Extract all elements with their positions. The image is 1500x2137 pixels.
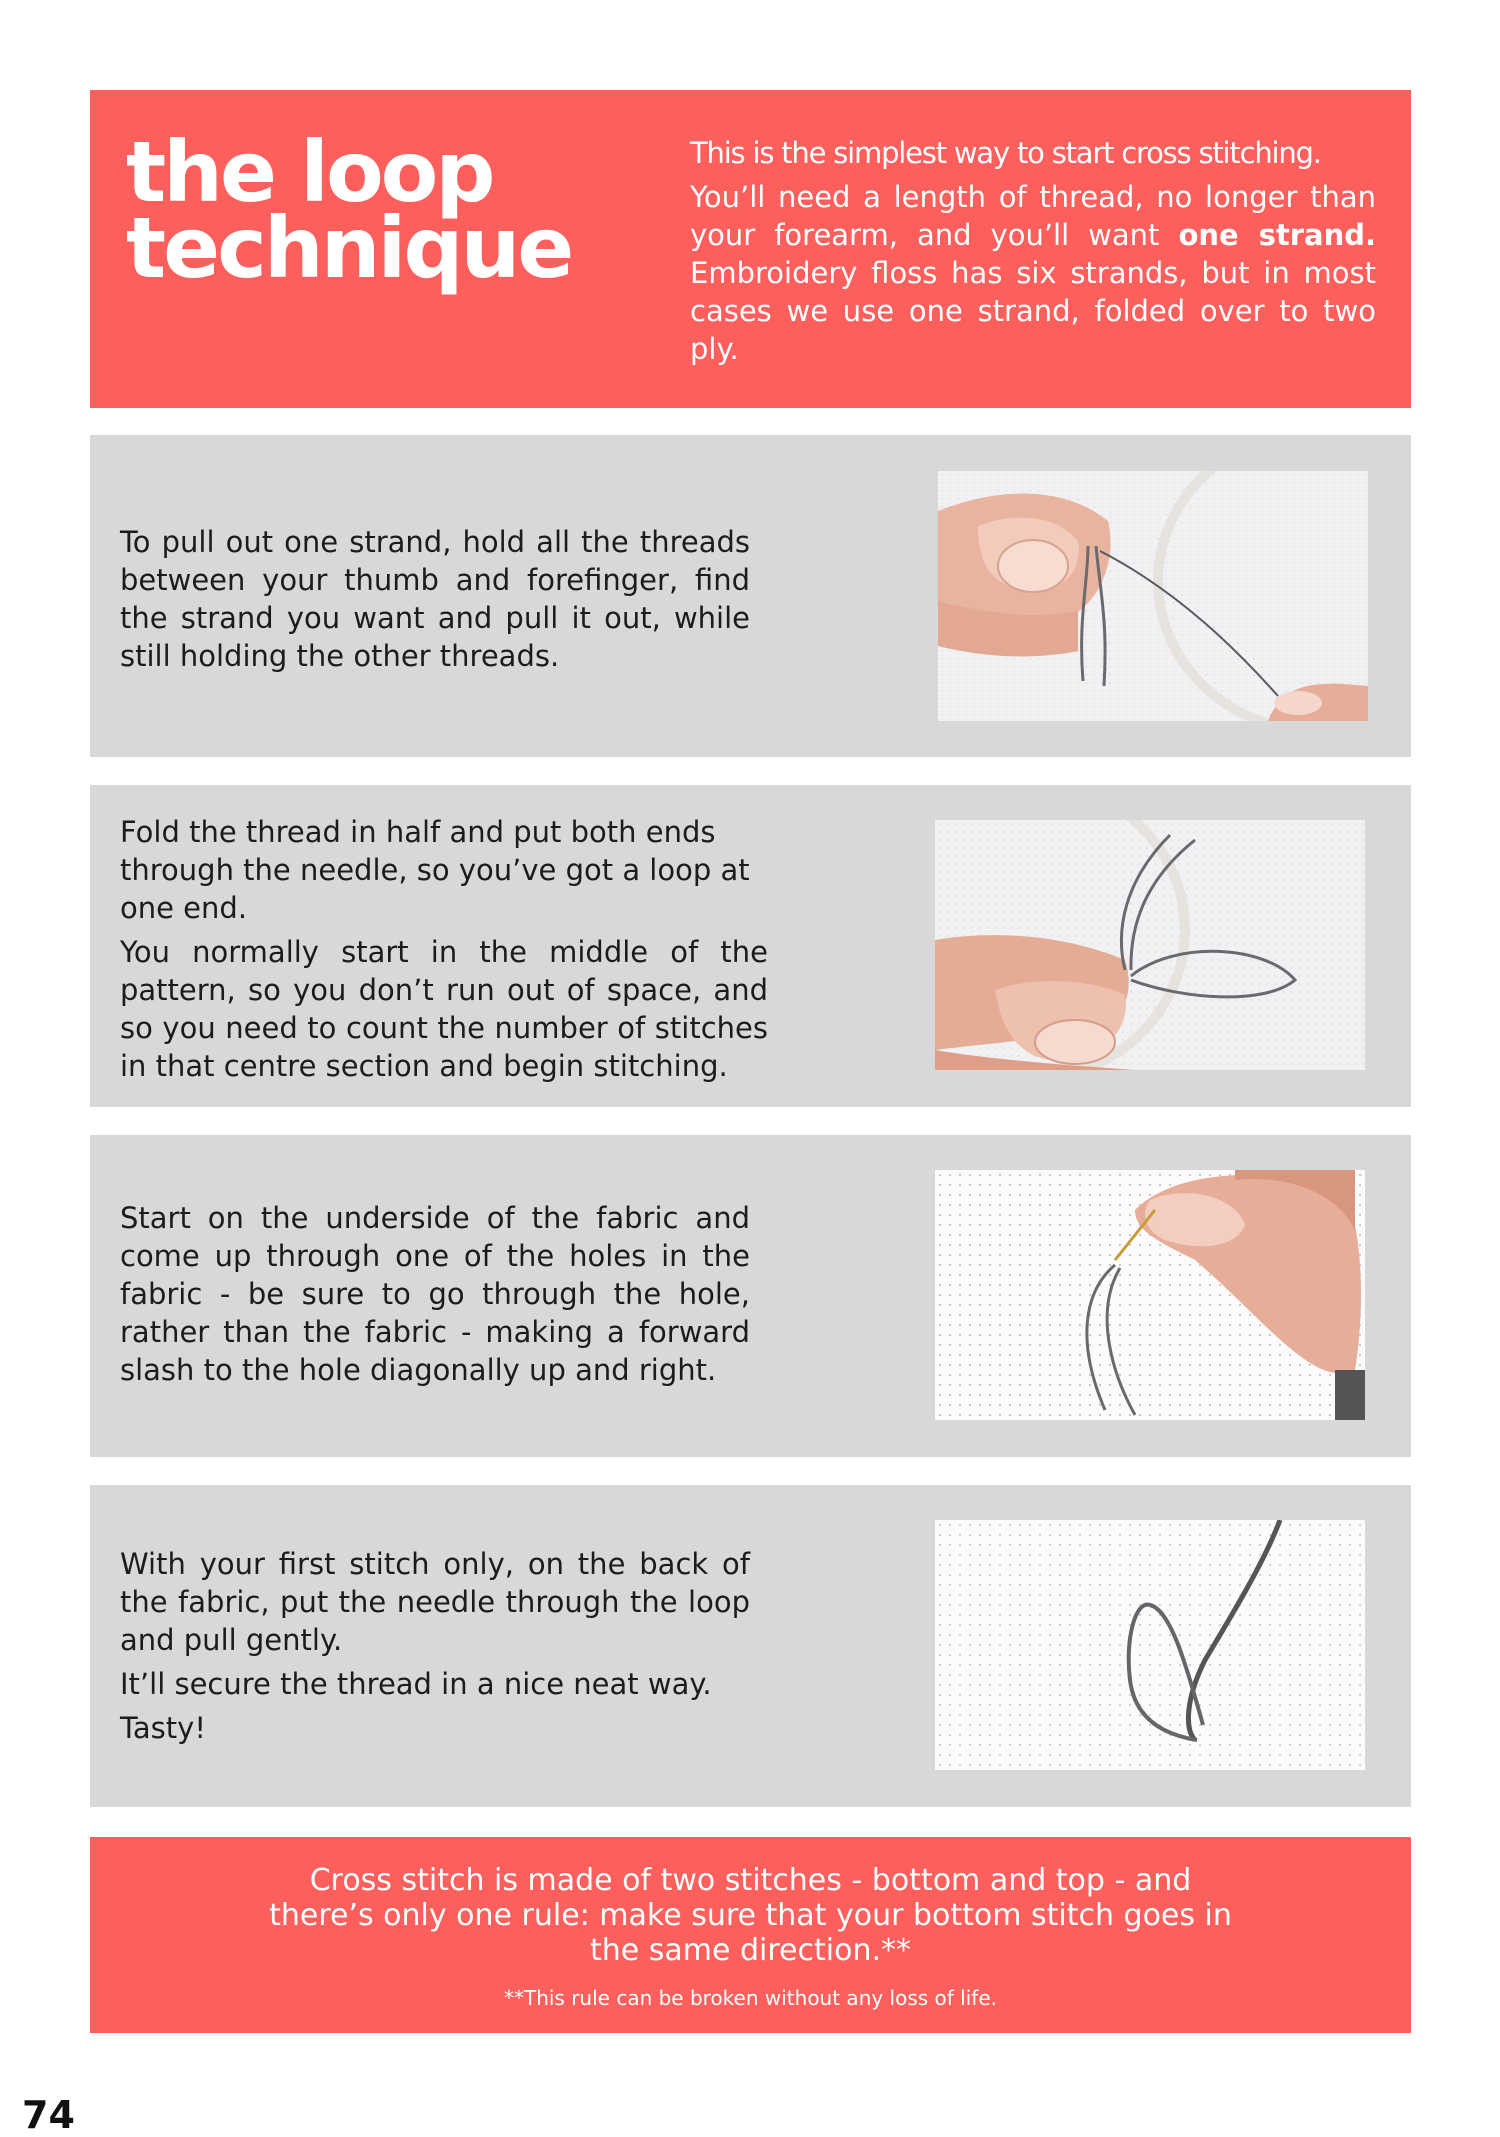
step-2-paragraph-2: You normally start in the middle of the pattern, so you don’t run out of space, and so you need to count the number of stitches in that centre section and begin stitching. (120, 935, 768, 1083)
page-number: 74 (22, 2093, 75, 2137)
intro-text (690, 134, 1376, 374)
fingers-separating-thread-photo (938, 471, 1368, 721)
step-4-text (120, 1545, 750, 1753)
footer-main-text: Cross stitch is made of two stitches - bottom and top - and there’s only one rule: make sure that your bottom stitch goes in the same direction.** (269, 1863, 1232, 1968)
title-line-1: the loop (126, 123, 493, 221)
step-card-4 (90, 1485, 1411, 1807)
step-card-1 (90, 435, 1411, 757)
step-2-text (120, 813, 768, 1091)
title-line-2: technique (126, 199, 572, 297)
intro-paragraph-1: This is the simplest way to start cross stitching. (690, 136, 1321, 170)
footer-note: **This rule can be broken without any loss of life. (503, 1986, 998, 2010)
header-banner (90, 90, 1411, 408)
step-card-3 (90, 1135, 1411, 1457)
step-4-paragraph-3: Tasty! (120, 1711, 206, 1745)
step-1-paragraph-1: To pull out one strand, hold all the threads between your thumb and forefinger, find the strand you want and pull it out, while still holding the other threads. (120, 525, 750, 673)
intro-text-before: You’ll need a length of thread, no longer than your forearm, and you’ll want (690, 180, 1376, 252)
step-4-paragraph-2: It’ll secure the thread in a nice neat way. (120, 1667, 712, 1701)
step-card-2 (90, 785, 1411, 1107)
thread-loop-on-fabric-photo (935, 1520, 1365, 1770)
intro-paragraph-2 (690, 178, 1376, 368)
thread-loop-fingers-photo (935, 820, 1365, 1070)
intro-emphasis: one strand. (1178, 218, 1377, 252)
step-1-text (120, 523, 750, 681)
needle-through-fabric-photo (935, 1170, 1365, 1420)
footer-banner (90, 1837, 1411, 2033)
page-title (126, 123, 572, 297)
step-3-paragraph-1: Start on the underside of the fabric and come up through one of the holes in the fabric - be sure to go through the hole, rather than the fabric - making a forward slash to the hole diagonally up and right. (120, 1201, 750, 1387)
step-4-paragraph-1: With your first stitch only, on the back of the fabric, put the needle through the loop and pull gently. (120, 1547, 750, 1657)
intro-text-after: Embroidery floss has six strands, but in most cases we use one strand, folded over to two ply. (690, 256, 1376, 366)
step-3-text (120, 1199, 750, 1395)
step-2-paragraph-1: Fold the thread in half and put both ends through the needle, so you’ve got a loop at one end. (120, 815, 750, 925)
